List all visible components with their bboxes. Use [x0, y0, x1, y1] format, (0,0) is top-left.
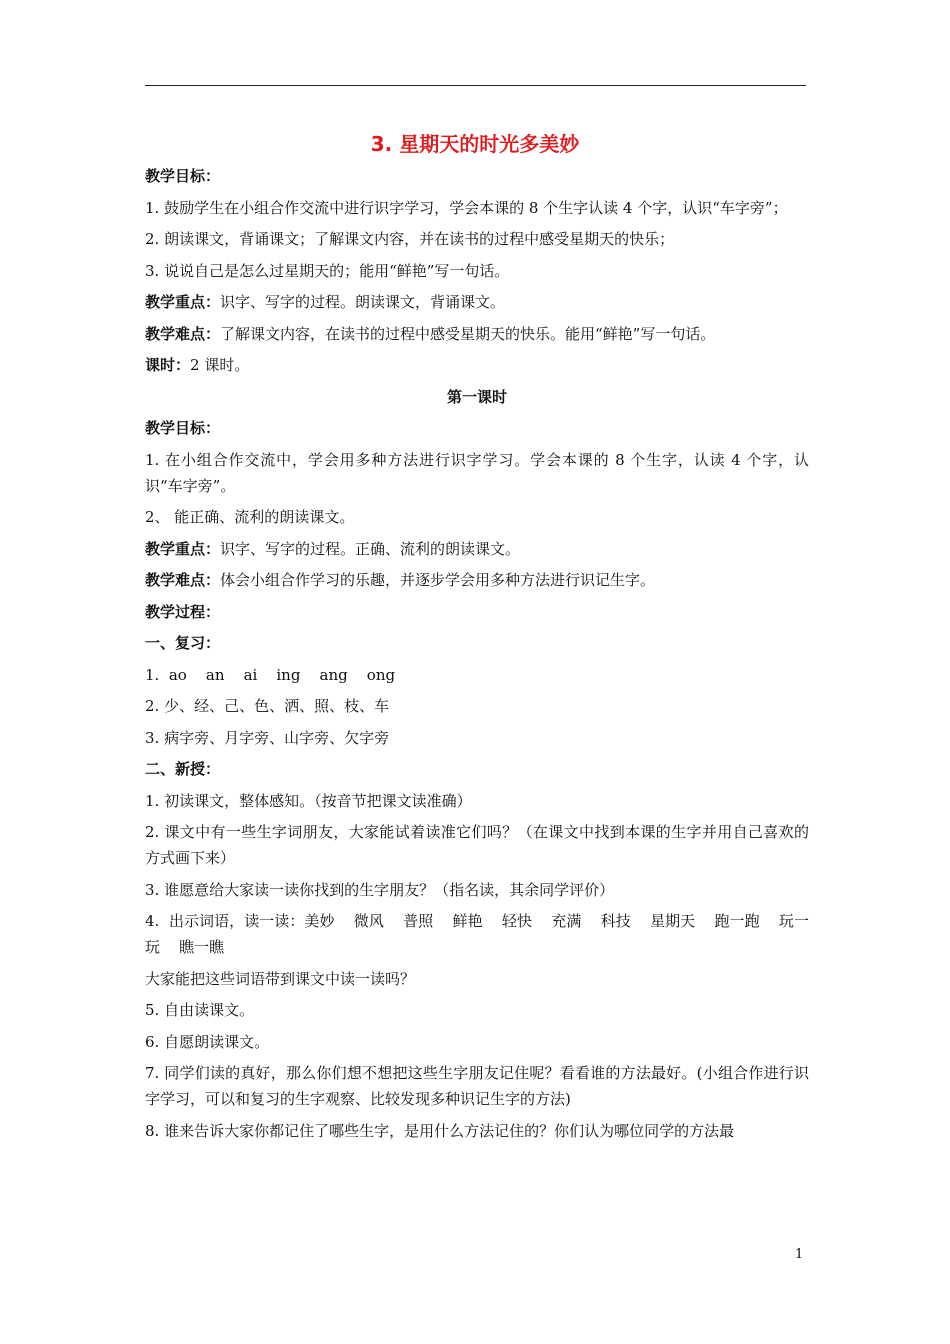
lesson1-difficulty-label: 教学难点： — [145, 571, 221, 589]
key-label: 教学重点： — [145, 293, 221, 311]
lesson1-goal-item: 1. 在小组合作交流中，学会用多种方法进行识字学习。学会本课的 8 个生字，认读 4 个字，认识“车字旁”。 — [145, 450, 809, 495]
goal-item: 2. 朗读课文，背诵课文；了解课文内容，并在读书的过程中感受星期天的快乐； — [145, 230, 675, 248]
hours-label: 课时： — [145, 356, 191, 374]
key-points — [145, 289, 809, 315]
new-lesson-item: 2. 课文中有一些生字词朋友，大家能试着读准它们吗？（在课文中找到本课的生字并用自己喜欢的方式画下来） — [145, 823, 809, 867]
lesson1-heading: 第一课时 — [446, 387, 507, 406]
new-lesson-item: 7. 同学们读的真好，那么你们想不想把这些生字朋友记住呢？看看谁的方法最好。(小组合作进行识字学习，可以和复习的生字观察、比较发现多种识记生字的方法) — [145, 1064, 809, 1108]
review-item: 3. 病字旁、月字旁、山字旁、欠字旁 — [145, 728, 390, 747]
goal-item: 3. 说说自己是怎么过星期天的；能用“鲜艳”写一句话。 — [145, 261, 510, 280]
difficulty-text: 了解课文内容，在读书的过程中感受星期天的快乐。能用“鲜艳”写一句话。 — [220, 324, 716, 343]
review-item: 2. 少、经、己、色、洒、照、枝、车 — [145, 697, 390, 715]
lesson1-key-text: 识字、写字的过程。正确、流利的朗读课文。 — [220, 539, 521, 558]
new-lesson-item: 5. 自由读课文。 — [145, 1001, 255, 1019]
header-rule — [145, 85, 806, 86]
new-lesson-item: 1. 初读课文，整体感知。（按音节把课文读准确） — [145, 791, 472, 810]
new-lesson-item: 大家能把这些词语带到课文中读一读吗？ — [145, 969, 416, 988]
review-label: 一、复习： — [145, 634, 221, 652]
new-lesson-item: 4. 出示词语，读一读：美妙 微风 普照 鲜艳 轻快 充满 科技 星期天 跑一跑 玩一玩 瞧一瞧 — [145, 912, 809, 956]
class-hours — [145, 352, 809, 378]
new-lesson-label: 二、新授： — [145, 760, 221, 778]
key-text: 识字、写字的过程。朗读课文，背诵课文。 — [220, 293, 506, 311]
lesson1-goal-item: 2、 能正确、流利的朗读课文。 — [145, 508, 355, 526]
goal-item: 1. 鼓励学生在小组合作交流中进行识字学习，学会本课的 8 个生字认读 4 个字，认识“车字旁”； — [145, 198, 788, 217]
goals-label: 教学目标： — [145, 167, 221, 185]
difficulty-label: 教学难点： — [145, 324, 221, 343]
lesson1-difficulty-text: 体会小组合作学习的乐趣，并逐步学会用多种方法进行识记生字。 — [220, 571, 656, 589]
new-lesson-item: 8. 谁来告诉大家你都记住了哪些生字，是用什么方法记住的？你们认为哪位同学的方法最 — [145, 1121, 735, 1140]
lesson1-key-label: 教学重点： — [145, 539, 221, 558]
lesson-title: 3. 星期天的时光多美妙 — [370, 132, 580, 156]
process-label: 教学过程： — [145, 602, 221, 621]
lesson-plan-body — [145, 163, 809, 1149]
difficulties — [145, 321, 809, 347]
page-number: 1 — [795, 1247, 804, 1262]
lesson1-difficulties — [145, 567, 809, 593]
new-lesson-item: 3. 谁愿意给大家读一读你找到的生字朋友？（指名读，其余同学评价） — [145, 880, 615, 899]
hours-text: 2 课时。 — [190, 356, 250, 374]
lesson1-key-points — [145, 536, 809, 562]
review-item: 1. ao an ai ing ang ong — [145, 665, 396, 684]
new-lesson-item: 6. 自愿朗读课文。 — [145, 1032, 270, 1051]
lesson1-goals-label: 教学目标： — [145, 419, 221, 437]
